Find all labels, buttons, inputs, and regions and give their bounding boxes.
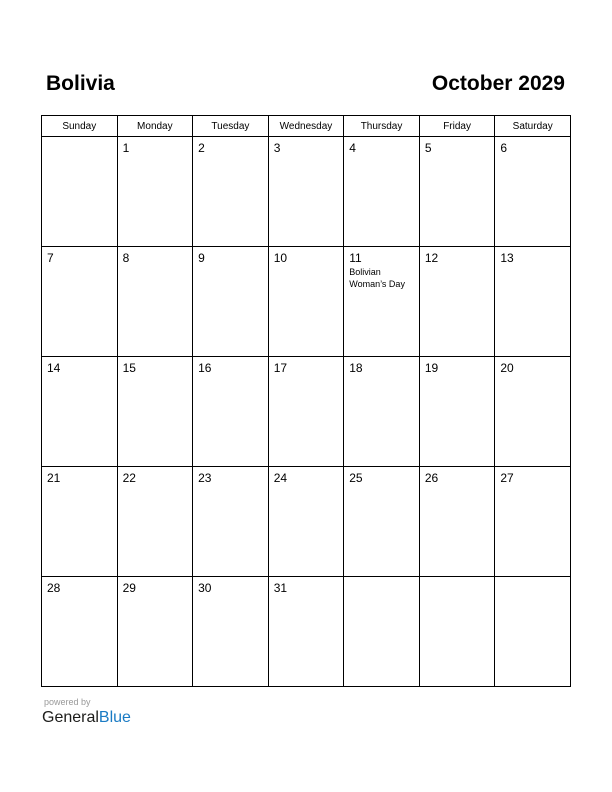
day-cell <box>42 137 118 247</box>
generalblue-logo[interactable] <box>42 708 131 728</box>
day-cell <box>344 467 420 577</box>
day-number: 1 <box>122 141 130 155</box>
day-cell <box>268 137 344 247</box>
brand-footer <box>42 697 131 728</box>
weekday-header: Friday <box>419 116 495 137</box>
day-cell <box>268 357 344 467</box>
day-cell <box>268 247 344 357</box>
month-title: October 2029 <box>431 72 565 95</box>
day-number: 25 <box>349 471 363 485</box>
day-cell <box>268 467 344 577</box>
day-number: 15 <box>122 361 136 375</box>
day-number: 10 <box>273 251 288 265</box>
day-number: 4 <box>349 141 356 155</box>
day-number: 21 <box>47 471 61 485</box>
day-number: 19 <box>424 361 439 375</box>
day-cell <box>419 247 495 357</box>
weekday-header: Saturday <box>495 116 571 137</box>
weekday-header: Tuesday <box>193 116 269 137</box>
day-number: 29 <box>122 581 136 595</box>
day-cell <box>344 357 420 467</box>
day-cell <box>495 357 571 467</box>
day-cell <box>117 357 193 467</box>
day-cell <box>117 247 193 357</box>
weekday-header-row <box>42 116 571 137</box>
day-number <box>420 577 495 581</box>
day-number: 20 <box>500 361 514 375</box>
day-cell <box>193 357 269 467</box>
day-number: 27 <box>500 471 514 485</box>
day-cell <box>42 357 118 467</box>
day-number: 8 <box>122 251 130 265</box>
day-number: 26 <box>424 471 439 485</box>
week-row <box>42 467 571 577</box>
day-cell <box>193 577 269 687</box>
day-cell <box>344 247 420 357</box>
weekday-header: Wednesday <box>268 116 344 137</box>
week-row <box>42 137 571 247</box>
day-number: 28 <box>47 581 61 595</box>
day-number: 13 <box>500 251 514 265</box>
day-number: 11 <box>349 251 362 265</box>
weekday-header: Monday <box>117 116 193 137</box>
weekday-header: Sunday <box>42 116 118 137</box>
day-number: 3 <box>273 141 281 155</box>
day-cell <box>117 137 193 247</box>
day-number: 24 <box>273 471 288 485</box>
day-cell <box>117 467 193 577</box>
day-number <box>495 577 570 581</box>
day-cell <box>117 577 193 687</box>
day-cell <box>419 467 495 577</box>
day-cell <box>495 247 571 357</box>
week-row <box>42 247 571 357</box>
day-number <box>42 137 117 141</box>
logo-general-text: General <box>42 709 99 726</box>
holiday-label: Bolivian Woman’s Day <box>349 267 405 289</box>
day-cell <box>344 137 420 247</box>
day-number: 30 <box>198 581 212 595</box>
day-cell <box>193 247 269 357</box>
day-cell <box>419 357 495 467</box>
weekday-header: Thursday <box>344 116 420 137</box>
day-number: 2 <box>198 141 205 155</box>
day-cell <box>495 467 571 577</box>
week-row <box>42 577 571 687</box>
day-number: 6 <box>500 141 508 155</box>
day-number: 18 <box>349 361 363 375</box>
day-cell <box>42 247 118 357</box>
country-title: Bolivia <box>46 72 115 95</box>
day-cell <box>495 577 571 687</box>
day-number: 23 <box>198 471 212 485</box>
day-number: 5 <box>424 141 432 155</box>
day-cell <box>268 577 344 687</box>
powered-by-text: powered by <box>44 697 91 707</box>
day-cell <box>42 467 118 577</box>
day-cell <box>193 137 269 247</box>
week-row <box>42 357 571 467</box>
day-number: 9 <box>198 251 205 265</box>
day-number: 31 <box>273 581 288 595</box>
day-cell <box>344 577 420 687</box>
day-number: 17 <box>273 361 288 375</box>
day-cell <box>193 467 269 577</box>
calendar-grid <box>41 115 571 687</box>
day-cell <box>419 137 495 247</box>
day-number: 22 <box>122 471 136 485</box>
day-number: 7 <box>47 251 54 265</box>
logo-blue-text: Blue <box>98 709 131 726</box>
day-cell <box>419 577 495 687</box>
day-cell <box>42 577 118 687</box>
day-number: 14 <box>47 361 61 375</box>
day-number <box>344 577 419 581</box>
day-number: 16 <box>198 361 212 375</box>
day-cell <box>495 137 571 247</box>
day-number: 12 <box>424 251 439 265</box>
